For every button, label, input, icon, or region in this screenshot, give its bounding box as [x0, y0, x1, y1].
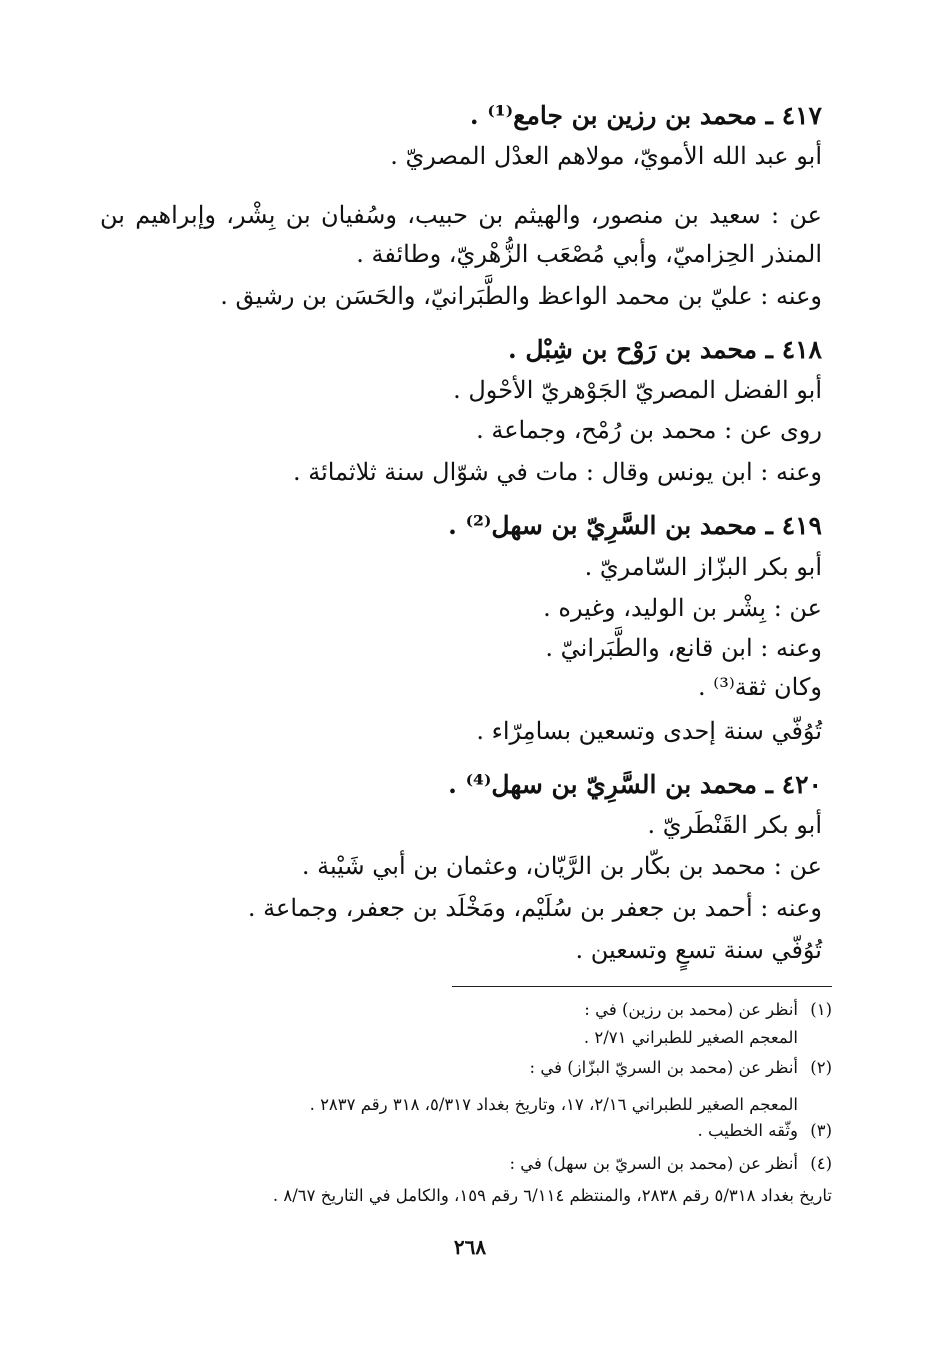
- footnote-text: أنظر عن (محمد بن السريّ بن سهل) في :: [509, 1154, 798, 1173]
- entry-line: وعنه : أحمد بن جعفر بن سُلَيْم، ومَخْلَد بن جعفر، وجماعة .: [247, 894, 822, 922]
- footnote-text: أنظر عن (محمد بن رزين) في :: [584, 1000, 798, 1019]
- footnote-separator: [452, 986, 832, 987]
- footnote-text: أنظر عن (محمد بن السريّ البزّاز) في :: [529, 1058, 798, 1077]
- footnote-number: (٢): [810, 1058, 832, 1077]
- entry-line: أبو عبد الله الأمويّ، مولاهم العدْل المصريّ .: [390, 142, 822, 170]
- footnote: [100, 996, 832, 1024]
- entry-line: وعنه : ابن قانع، والطَّبَرانيّ .: [545, 634, 822, 662]
- footnote-text: تاريخ بغداد ٥/٣١٨ رقم ٢٨٣٨، والمنتظم ٦/١١٤ رقم ١٥٩، والكامل في التاريخ ٨/٦٧ .: [272, 1186, 832, 1205]
- footnote-number: (١): [810, 1000, 832, 1019]
- entry-heading: ٤١٩ ـ محمد بن السَّرِيّ بن سهل⁽²⁾ .: [448, 511, 822, 540]
- entry-heading: ٤١٧ ـ محمد بن رزين بن جامع⁽¹⁾ .: [469, 101, 822, 130]
- entry-line: روى عن : محمد بن رُمْح، وجماعة .: [476, 416, 822, 444]
- entry-line: وعنه : ابن يونس وقال : مات في شوّال سنة ثلاثمائة .: [292, 458, 822, 486]
- footnote-text: وثّقه الخطيب .: [697, 1121, 798, 1140]
- footnote-number: (٣): [810, 1121, 832, 1140]
- entry-line: وعنه : عليّ بن محمد الواعظ والطَّبَرانيّ، والحَسَن بن رشيق .: [220, 282, 822, 310]
- entry-line: عن : محمد بن بكّار بن الرَّيّان، وعثمان بن أبي شَيْبة .: [301, 852, 822, 880]
- entry-line: أبو الفضل المصريّ الجَوْهريّ الأحْول .: [453, 376, 822, 404]
- entry-heading: ٤٢٠ ـ محمد بن السَّرِيّ بن سهل⁽⁴⁾ .: [448, 770, 822, 799]
- entry-heading: ٤١٨ ـ محمد بن رَوْح بن شِبْل .: [507, 335, 822, 364]
- entry-line: تُوُفّي سنة تسعٍ وتسعين .: [575, 936, 822, 964]
- footnote-text: المعجم الصغير للطبراني ٢/٧١ .: [583, 1028, 798, 1047]
- entry-line: أبو بكر البزّاز السّامريّ .: [584, 553, 822, 581]
- entry-line: عن : بِشْر بن الوليد، وغيره .: [543, 594, 822, 622]
- entry-line: أبو بكر القَنْطَريّ .: [647, 811, 822, 839]
- entry-line: عن : سعيد بن منصور، والهيثم بن حبيب، وسُفيان بن بِشْر، وإبراهيم بن: [100, 201, 822, 229]
- footnote-text: المعجم الصغير للطبراني ٢/١٦، ١٧، وتاريخ بغداد ٥/٣١٧، ٣١٨ رقم ٢٨٣٧ .: [309, 1095, 798, 1114]
- footnote-number: (٤): [810, 1154, 832, 1173]
- footnote: [100, 1054, 832, 1082]
- footnote: [100, 1150, 832, 1178]
- entry-line: تُوُفّي سنة إحدى وتسعين بسامِرّاء .: [476, 717, 822, 745]
- footnote: [100, 1117, 832, 1145]
- entry-line: وكان ثقة⁽³⁾ .: [698, 673, 822, 701]
- entry-line: المنذر الحِزاميّ، وأبي مُصْعَب الزُّهْريّ، وطائفة .: [356, 240, 822, 268]
- page-number: ٢٦٨: [453, 1235, 487, 1259]
